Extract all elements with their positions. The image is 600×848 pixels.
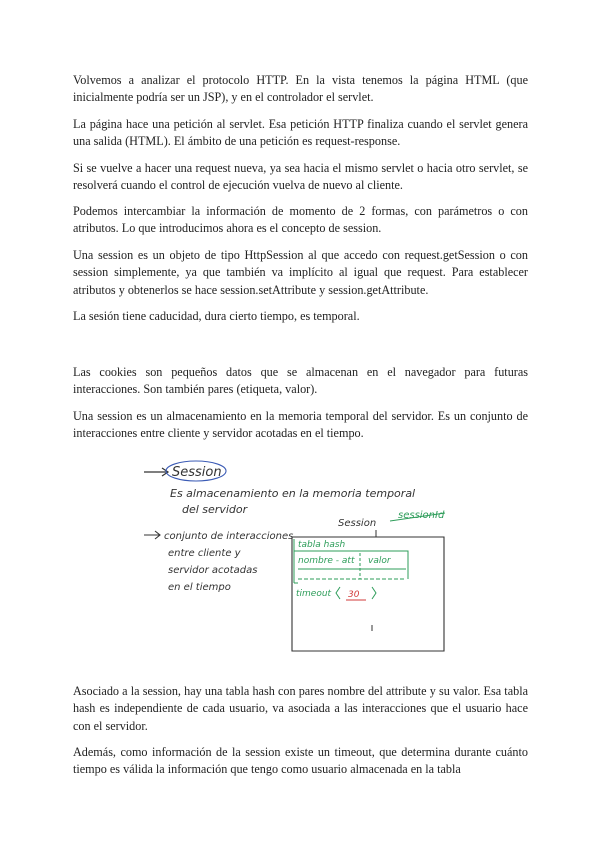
sketch-line-2: del servidor <box>182 503 248 516</box>
cell-name: nombre - att <box>298 556 355 566</box>
paragraph-session-expiry: La sesión tiene caducidad, dura cierto tiempo, es temporal. <box>73 309 360 323</box>
handwritten-session-diagram <box>140 455 470 670</box>
cell-value: valor <box>368 556 391 566</box>
table-label: tabla hash <box>298 540 346 550</box>
sketch-bullet-1: conjunto de interacciones <box>164 531 294 542</box>
timeout-label: timeout <box>296 589 332 599</box>
box-label: Session <box>338 518 377 529</box>
arrow-icon <box>144 468 168 476</box>
paragraph-cookies: Las cookies son pequeños datos que se almacenan en el navegador para futuras interacciones. Son también pares (etiqueta, valor). <box>73 365 528 397</box>
sketch-bullet-4: en el tiempo <box>168 582 231 593</box>
paragraph-request-scope: La página hace una petición al servlet. Esa petición HTTP finaliza cuando el servlet genera una salida (HTML). El ámbito de una petición es request-response. <box>73 117 528 149</box>
paragraph-hash-table: Asociado a la session, hay una tabla hash con pares nombre del attribute y su valor. Esa tabla hash es independiente de cada usuario, va asociada a las interacciones que el usuario hace con el servidor. <box>73 684 528 733</box>
paragraph-new-request: Si se vuelve a hacer una request nueva, ya sea hacia el mismo servlet o hacia otro servlet, se resolverá cuando el control de ejecución vuelva de nuevo al cliente. <box>73 161 528 193</box>
timeout-value: 30 <box>348 590 360 600</box>
paragraph-session-storage: Una session es un almacenamiento en la memoria temporal del servidor. Es un conjunto de interacciones entre cliente y servidor acotadas en el tiempo. <box>73 409 528 441</box>
paragraph-exchange-info: Podemos intercambiar la información de momento de 2 formas, con parámetros o con atributos. Lo que introducimos ahora es el concepto de session. <box>73 204 528 236</box>
bullet-arrow-icon <box>144 531 160 539</box>
sketch-line-1: Es almacenamiento en la memoria temporal <box>170 487 416 500</box>
sketch-bullet-3: servidor acotadas <box>168 565 258 576</box>
sketch-title: Session <box>172 465 222 480</box>
paragraph-httpsession: Una session es un objeto de tipo HttpSession al que accedo con request.getSession o con session simplemente, ya que también va implícito al igual que request. Para establecer atributos y obtenerlos se hace session.setAttribute y session.getAttribute. <box>73 248 528 297</box>
paragraph-http-protocol: Volvemos a analizar el protocolo HTTP. En la vista tenemos la página HTML (que inicialmente podría ser un JSP), y en el controlador el servlet. <box>73 73 528 105</box>
sketch-bullet-2: entre cliente y <box>168 548 241 559</box>
box-tag: sessionId <box>398 510 445 521</box>
paragraph-timeout: Además, como información de la session existe un timeout, que determina durante cuánto tiempo es válida la información que tengo como usuario almacenada en la tabla <box>73 745 528 777</box>
